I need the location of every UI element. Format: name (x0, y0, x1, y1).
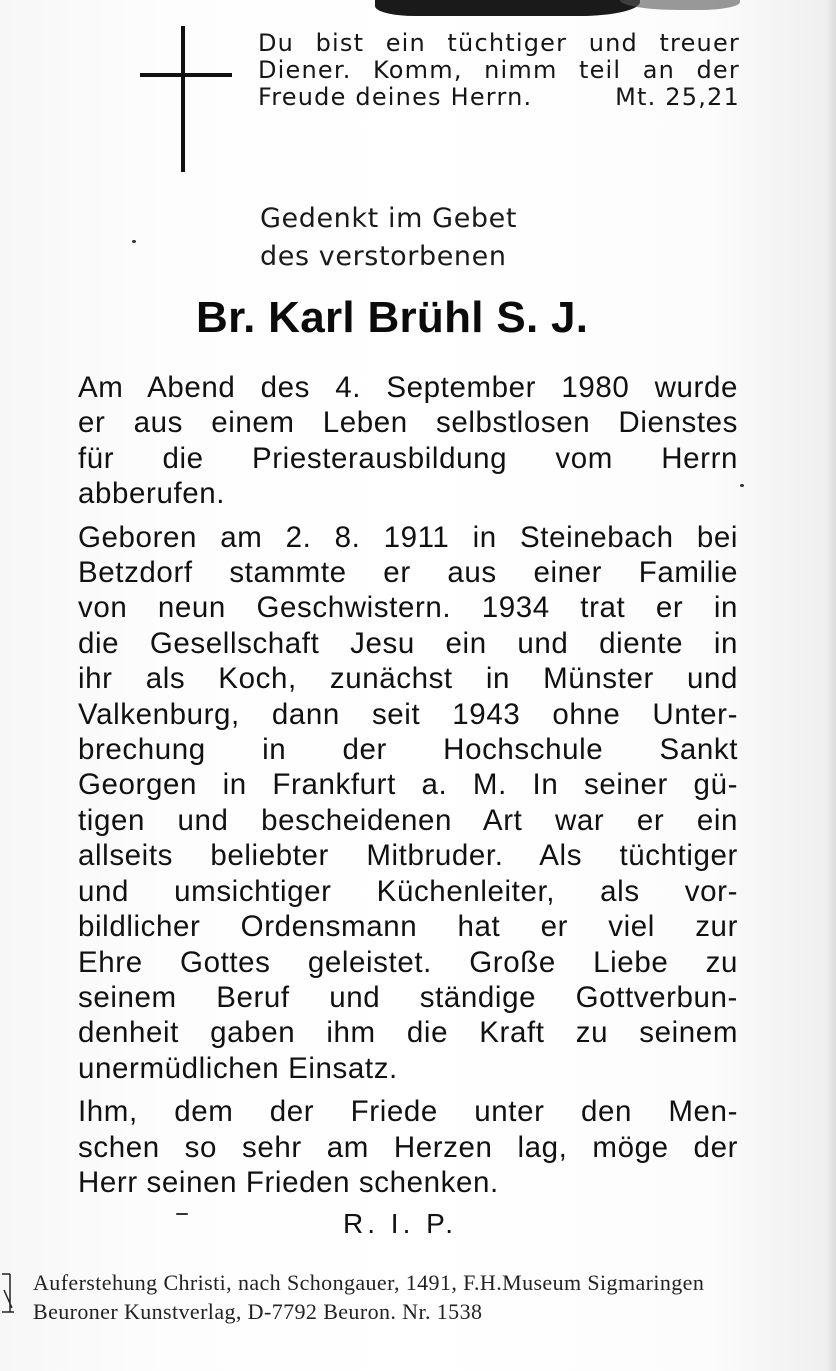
text-line: Herr seinen Frieden schenken. (78, 1165, 499, 1199)
heading-line-1: Gedenkt im Gebet (260, 203, 518, 234)
text-line: Ihm, dem der Friede unter den Men- (78, 1095, 738, 1129)
text-line: für die Priesterausbildung vom Herrn (78, 441, 738, 475)
cross-horizontal-bar (140, 73, 232, 77)
obituary-paragraph-2 (78, 520, 738, 1087)
rip-closing: R. I. P. (343, 1208, 457, 1239)
text-line: abberufen. (78, 477, 226, 511)
text-line: brechung in der Hochschule Sankt (78, 733, 738, 767)
cross-vertical-bar (181, 26, 185, 172)
scripture-word: an (642, 56, 676, 84)
paper-edge-shadow (826, 0, 836, 1371)
heading-line-2: des verstorbenen (260, 241, 507, 272)
cross-icon (140, 26, 232, 172)
text-line: er aus einem Leben selbstlosen Dienstes (78, 406, 738, 440)
scripture-word: treuer (659, 29, 740, 57)
text-line: allseits beliebter Mitbruder. Als tüchtiger (78, 839, 738, 873)
scripture-word: bist (315, 29, 365, 57)
scripture-word: der (696, 56, 740, 84)
memorial-heading (260, 200, 680, 276)
credits-line-2: Beuroner Kunstverlag, D-7792 Beuron. Nr. 1538 (33, 1299, 483, 1324)
scripture-reference: Mt. 25,21 (615, 83, 740, 111)
text-line: unermüdlichen Einsatz. (78, 1051, 398, 1085)
scripture-last-line: Freude deines Herrn. (258, 83, 533, 111)
text-line: Ehre Gottes geleistet. Große Liebe zu (78, 945, 738, 979)
scripture-word: und (588, 29, 638, 57)
text-line: Valkenburg, dann seit 1943 ohne Unter- (78, 697, 738, 731)
obituary-paragraph-1 (78, 370, 738, 512)
scripture-line-3 (258, 84, 740, 111)
scripture-word: Komm, (373, 56, 463, 84)
credits-line-1: Auferstehung Christi, nach Schongauer, 1491, F.H.Museum Sigmaringen (33, 1270, 705, 1295)
scripture-word: tüchtiger (447, 29, 568, 57)
scripture-word: teil (578, 56, 622, 84)
text-line: tigen und bescheidenen Art war er ein (78, 803, 738, 837)
obituary-text (78, 370, 738, 1200)
obituary-paragraph-3 (78, 1094, 738, 1200)
text-line: ihr als Koch, zunächst in Münster und (78, 662, 738, 696)
print-speck (132, 240, 136, 243)
text-line: die Gesellschaft Jesu ein und diente in (78, 626, 738, 660)
text-line: seinem Beruf und ständige Gottverbun- (78, 980, 738, 1014)
torn-edge-shadow (620, 0, 740, 10)
text-line: schen so sehr am Herzen lag, möge der (78, 1130, 738, 1164)
scripture-line-2 (258, 57, 740, 84)
print-speck (176, 1213, 188, 1215)
scripture-word: Diener. (258, 56, 352, 84)
scripture-word: Du (258, 29, 295, 57)
torn-edge-mark (375, 0, 640, 16)
scripture-line-1 (258, 30, 740, 57)
text-line: Georgen in Frankfurt a. M. In seiner gü- (78, 768, 738, 802)
text-line: Geboren am 2. 8. 1911 in Steinebach bei (78, 520, 738, 554)
print-speck (740, 484, 744, 487)
bracket-mark-icon (0, 1272, 16, 1314)
scripture-quote (258, 30, 740, 111)
scripture-word: nimm (484, 56, 558, 84)
image-credits (33, 1268, 833, 1326)
text-line: Am Abend des 4. September 1980 wurde (78, 371, 738, 404)
text-line: bildlicher Ordensmann hat er viel zur (78, 910, 738, 944)
text-line: Betzdorf stammte er aus einer Familie (78, 556, 738, 590)
text-line: von neun Geschwistern. 1934 trat er in (78, 591, 738, 625)
deceased-name: Br. Karl Brühl S. J. (196, 293, 589, 342)
text-line: denheit gaben ihm die Kraft zu seinem (78, 1016, 738, 1050)
scripture-word: ein (385, 29, 426, 57)
text-line: und umsichtiger Küchenleiter, als vor- (78, 874, 738, 908)
